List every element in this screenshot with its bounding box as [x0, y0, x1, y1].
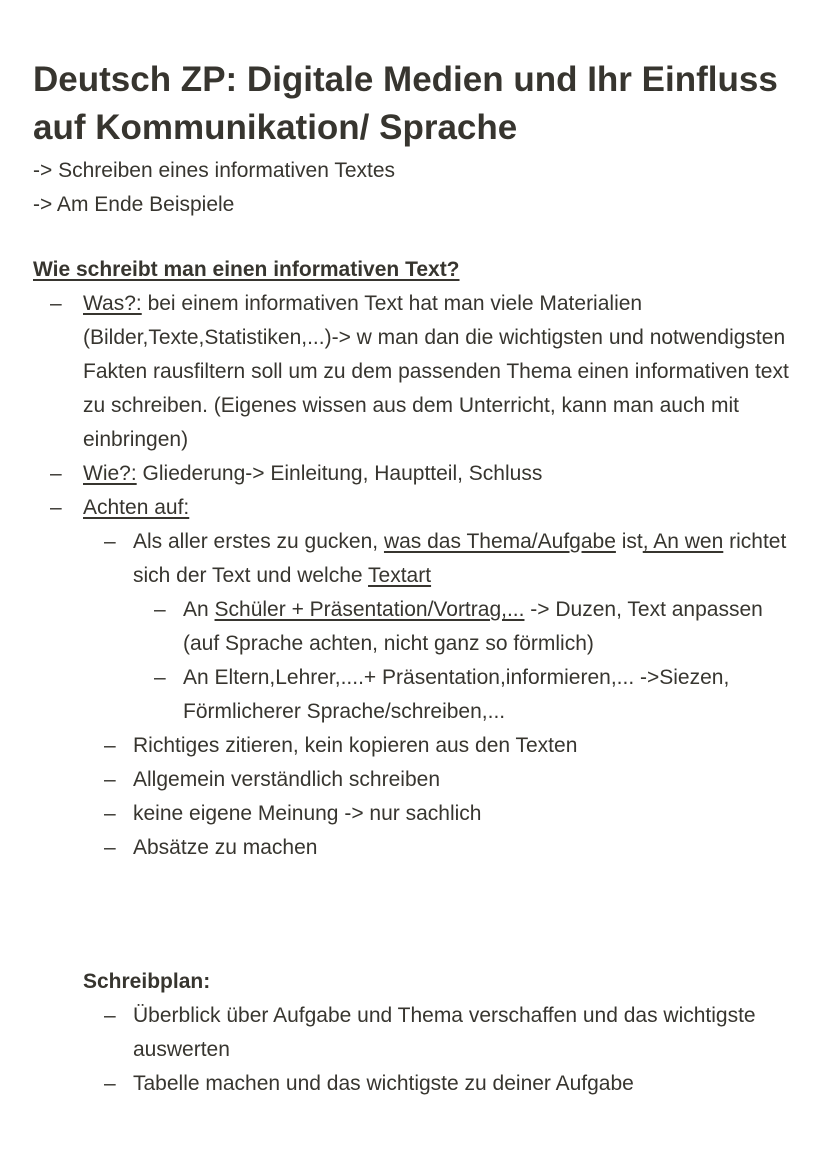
list-item-was	[50, 287, 798, 457]
wie-label: Wie?:	[83, 462, 137, 485]
list-item-verstaendlich	[104, 763, 804, 797]
bullet-dash: –	[50, 462, 62, 485]
list-item-text: Tabelle machen und das wichtigste zu deiner Aufgabe	[133, 1072, 634, 1095]
list-item-meinung	[104, 797, 804, 831]
bullet-dash: –	[50, 496, 62, 519]
list-item-text: Allgemein verständlich schreiben	[133, 768, 440, 791]
text-run: An	[183, 598, 215, 621]
bullet-dash: –	[154, 598, 166, 621]
list-item-text: An Eltern,Lehrer,....+ Präsentation,informieren,... ->Siezen, Förmlicherer Sprache/schreiben,...	[183, 666, 730, 723]
list-item-text	[83, 491, 798, 525]
bullet-dash: –	[104, 836, 116, 859]
bullet-dash: –	[104, 734, 116, 757]
section-heading: Wie schreibt man einen informativen Text?	[33, 258, 460, 281]
list-item-text	[83, 287, 798, 457]
list-item-schueler	[154, 593, 804, 661]
text-run: ist	[615, 530, 643, 553]
bullet-dash: –	[104, 530, 116, 553]
bullet-dash: –	[50, 292, 62, 315]
list-item-text	[83, 457, 798, 491]
schreibplan-heading: Schreibplan:	[83, 970, 211, 993]
list-item-text: keine eigene Meinung -> nur sachlich	[133, 802, 482, 825]
list-item-text	[183, 593, 804, 661]
list-item-absaetze	[104, 831, 804, 865]
list-item-thema	[104, 525, 804, 593]
list-item-text: Richtiges zitieren, kein kopieren aus den Texten	[133, 734, 578, 757]
list-item-wie	[50, 457, 798, 491]
bullet-dash: –	[104, 1004, 116, 1027]
bullet-dash: –	[104, 768, 116, 791]
underlined-run: was das Thema/Aufgabe	[383, 530, 616, 553]
underlined-run: , An wen	[642, 530, 724, 553]
bullet-dash: –	[104, 802, 116, 825]
intro-line-1: -> Schreiben eines informativen Textes	[33, 159, 396, 182]
bullet-dash: –	[154, 666, 166, 689]
list-item-zitieren	[104, 729, 804, 763]
achten-label: Achten auf:	[83, 496, 190, 519]
was-text: bei einem informativen Text hat man viele Materialien (Bilder,Texte,Statistiken,...)-> w man dan die wichtigsten und notwendigsten Fakten rausfiltern soll um zu dem passenden Thema einen informativen text zu schreiben. (Eigenes wissen aus dem Unterricht, kann man auch mit einbringen)	[83, 292, 789, 451]
list-item-text: Absätze zu machen	[133, 836, 318, 859]
text-run: -> Duzen, Text anpassen (auf Sprache achten, nicht ganz so förmlich)	[183, 598, 763, 655]
list-item-text: Überblick über Aufgabe und Thema verschaffen und das wichtigste auswerten	[133, 1004, 756, 1061]
list-item-eltern	[154, 661, 804, 729]
list-item-tabelle	[104, 1067, 804, 1101]
was-label: Was?:	[83, 292, 142, 315]
list-item-achten	[50, 491, 798, 525]
list-item-ueberblick	[104, 999, 804, 1067]
underlined-run: Textart	[368, 564, 432, 587]
text-run: Als aller erstes zu gucken,	[133, 530, 384, 553]
page-title: Deutsch ZP: Digitale Medien und Ihr Einfluss auf Kommunikation/ Sprache	[33, 60, 778, 147]
wie-text: Gliederung-> Einleitung, Hauptteil, Schluss	[136, 462, 543, 485]
underlined-run: Schüler + Präsentation/Vortrag,...	[214, 598, 525, 621]
text-run: richtet sich der Text und welche	[133, 530, 787, 587]
list-item-text	[133, 525, 804, 593]
bullet-dash: –	[104, 1072, 116, 1095]
intro-line-2: -> Am Ende Beispiele	[33, 193, 235, 216]
